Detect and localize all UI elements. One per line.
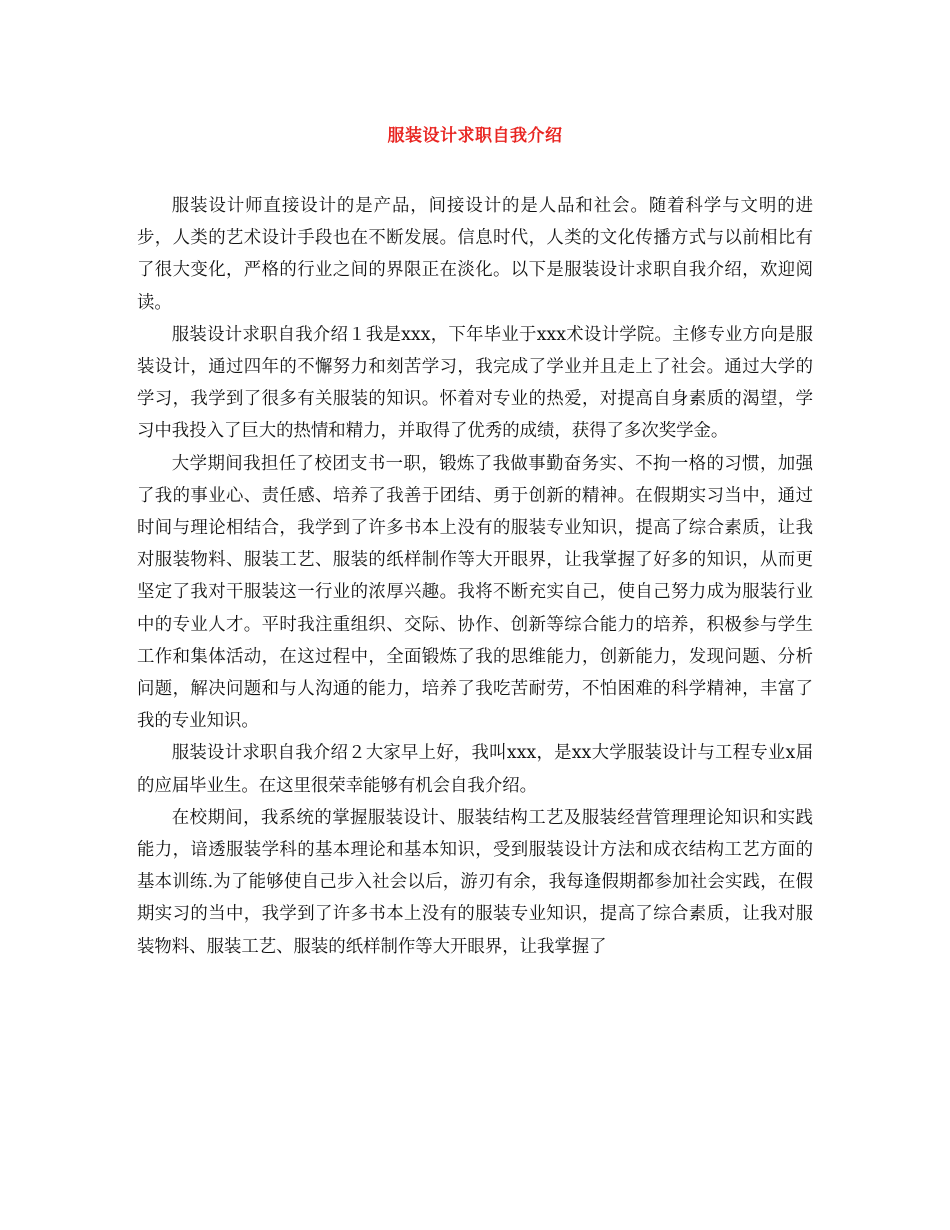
document-body	[137, 190, 813, 963]
paragraph-intro: 服装设计师直接设计的是产品，间接设计的是人品和社会。随着科学与文明的进步，人类的艺术设计手段也在不断发展。信息时代，人类的文化传播方式与以前相比有了很大变化，严格的行业之间的界限正在淡化。以下是服装设计求职自我介绍，欢迎阅读。	[137, 196, 813, 313]
paragraph-intro-1: 服装设计求职自我介绍１我是xxx，下年毕业于xxx术设计学院。主修专业方向是服装设计，通过四年的不懈努力和刻苦学习，我完成了学业并且走上了社会。通过大学的学习，我学到了很多有关服装的知识。怀着对专业的热爱，对提高自身素质的渴望，学习中我投入了巨大的热情和精力，并取得了优秀的成绩，获得了多次奖学金。	[137, 324, 813, 442]
paragraph-school-period: 在校期间，我系统的掌握服装设计、服装结构工艺及服装经营管理理论知识和实践能力，谙透服装学科的基本理论和基本知识，受到服装设计方法和成衣结构工艺方面的基本训练.为了能够使自己步入社会以后，游刃有余，我每逢假期都参加社会实践，在假期实习的当中，我学到了许多书本上没有的服装专业知识，提高了综合素质，让我对服装物料、服装工艺、服装的纸样制作等大开眼界，让我掌握了	[137, 807, 813, 957]
paragraph-intro-2: 服装设计求职自我介绍２大家早上好，我叫xxx，是xx大学服装设计与工程专业x届的应届毕业生。在这里很荣幸能够有机会自我介绍。	[137, 743, 813, 796]
paragraph-university-experience: 大学期间我担任了校团支书一职，锻炼了我做事勤奋务实、不拘一格的习惯，加强了我的事业心、责任感、培养了我善于团结、勇于创新的精神。在假期实习当中，通过时间与理论相结合，我学到了许多书本上没有的服装专业知识，提高了综合素质，让我对服装物料、服装工艺、服装的纸样制作等大开眼界，让我掌握了好多的知识，从而更坚定了我对干服装这一行业的浓厚兴趣。我将不断充实自己，使自己努力成为服装行业中的专业人才。平时我注重组织、交际、协作、创新等综合能力的培养，积极参与学生工作和集体活动，在这过程中，全面锻炼了我的思维能力，创新能力，发现问题、分析问题，解决问题和与人沟通的能力，培养了我吃苦耐劳，不怕困难的科学精神，丰富了我的专业知识。	[137, 453, 813, 732]
document-title: 服装设计求职自我介绍	[387, 126, 563, 146]
